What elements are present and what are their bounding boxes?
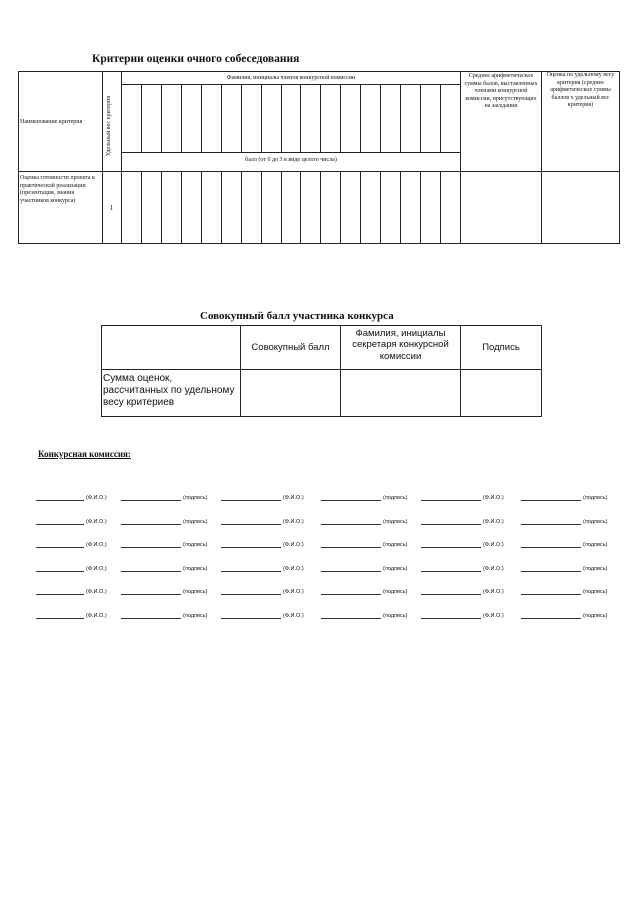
fio-label: (Ф.И.О.) — [483, 565, 504, 572]
signature-label: (подпись) — [583, 518, 608, 525]
signature-label: (подпись) — [583, 565, 608, 572]
member-cell-line — [320, 171, 321, 243]
fio-line[interactable] — [221, 500, 281, 501]
signature-label: (подпись) — [383, 565, 408, 572]
member-column-line — [340, 84, 341, 152]
signature-line[interactable] — [521, 500, 581, 501]
member-cell-line — [221, 171, 222, 243]
signature-line[interactable] — [521, 571, 581, 572]
member-column-line — [221, 84, 222, 152]
member-column-line — [201, 84, 202, 152]
signature-label: (подпись) — [183, 495, 208, 501]
fio-line[interactable] — [421, 618, 481, 619]
criterion-weight: 1 — [109, 204, 114, 212]
member-cell-line — [141, 171, 142, 243]
fio-line[interactable] — [421, 594, 481, 595]
member-column-line — [380, 84, 381, 152]
fio-line[interactable] — [221, 571, 281, 572]
member-cell-line — [241, 171, 242, 243]
fio-line[interactable] — [221, 524, 281, 525]
commission-title: Конкурсная комиссия: — [38, 449, 131, 459]
member-cell-line — [340, 171, 341, 243]
fio-label: (Ф.И.О.) — [86, 518, 107, 525]
col-members-header: Фамилия, инициалы членов конкурсной комиссии — [226, 75, 356, 81]
fio-line[interactable] — [221, 618, 281, 619]
fio-line[interactable] — [221, 547, 281, 548]
fio-line[interactable] — [421, 571, 481, 572]
signature-label: (подпись) — [183, 589, 208, 595]
signature-label: (подпись) — [383, 612, 408, 619]
signature-line[interactable] — [121, 571, 181, 572]
signature-label: (подпись) — [183, 518, 208, 525]
fio-line[interactable] — [36, 547, 84, 548]
fio-line[interactable] — [36, 594, 84, 595]
signature-line[interactable] — [121, 594, 181, 595]
member-cell-line — [400, 171, 401, 243]
member-column-line — [281, 84, 282, 152]
member-column-line — [360, 84, 361, 152]
signature-label: (подпись) — [383, 518, 408, 525]
col-total-header: Совокупный балл — [251, 342, 330, 353]
member-column-line — [261, 84, 262, 152]
fio-label: (Ф.И.О.) — [283, 518, 304, 525]
signature-label: (подпись) — [183, 542, 208, 548]
member-column-line — [320, 84, 321, 152]
col-average-header: Среднее арифметическое суммы балов, выставленных членами конкурсной комиссии, присутствующих на заседании — [464, 73, 538, 109]
fio-label: (Ф.И.О.) — [283, 542, 304, 548]
fio-label: (Ф.И.О.) — [86, 589, 107, 595]
signature-label: (подпись) — [183, 565, 208, 572]
signature-label: (подпись) — [183, 612, 208, 619]
member-column-line — [440, 84, 441, 152]
signature-line[interactable] — [121, 547, 181, 548]
member-cell-line — [181, 171, 182, 243]
signature-label: (подпись) — [583, 612, 608, 619]
table1-title: Критерии оценки очного собеседования — [92, 53, 300, 65]
fio-line[interactable] — [421, 547, 481, 548]
member-cell-line — [360, 171, 361, 243]
member-cell-line — [420, 171, 421, 243]
fio-line[interactable] — [221, 594, 281, 595]
fio-label: (Ф.И.О.) — [86, 542, 107, 548]
signature-line[interactable] — [521, 618, 581, 619]
member-column-line — [161, 84, 162, 152]
member-cell-line — [281, 171, 282, 243]
fio-label: (Ф.И.О.) — [86, 565, 107, 572]
member-column-line — [420, 84, 421, 152]
fio-label: (Ф.И.О.) — [283, 589, 304, 595]
member-column-line — [181, 84, 182, 152]
signature-line[interactable] — [121, 524, 181, 525]
fio-line[interactable] — [36, 618, 84, 619]
fio-label: (Ф.И.О.) — [483, 518, 504, 525]
fio-line[interactable] — [36, 571, 84, 572]
fio-label: (Ф.И.О.) — [86, 495, 107, 501]
fio-label: (Ф.И.О.) — [283, 565, 304, 572]
member-cell-line — [161, 171, 162, 243]
member-column-line — [141, 84, 142, 152]
fio-line[interactable] — [36, 500, 84, 501]
signature-line[interactable] — [521, 547, 581, 548]
fio-line[interactable] — [421, 500, 481, 501]
signature-label: (подпись) — [383, 495, 408, 501]
signature-line[interactable] — [521, 594, 581, 595]
col-weight-header: Удельный вес критерия — [106, 96, 112, 156]
col-score-hint: балл (от 0 до 3 в виде целого числа) — [245, 157, 337, 163]
member-cell-line — [201, 171, 202, 243]
col-criteria-header: Наименование критерия — [20, 119, 83, 125]
fio-label: (Ф.И.О.) — [483, 612, 504, 619]
member-column-line — [241, 84, 242, 152]
signature-label: (подпись) — [583, 589, 608, 595]
signature-line[interactable] — [321, 524, 381, 525]
criterion-name: Оценка готовности проекта к практической реализации (презентация, знания участников конкурса) — [20, 175, 95, 204]
fio-label: (Ф.И.О.) — [483, 495, 504, 501]
fio-label: (Ф.И.О.) — [483, 589, 504, 595]
signature-line[interactable] — [321, 500, 381, 501]
col-weighted-header: Оценка по удельному весу критерия (среднее арифметическое суммы баллов х удельный вес критерия) — [546, 72, 615, 108]
signature-line[interactable] — [521, 524, 581, 525]
member-column-line — [400, 84, 401, 152]
fio-line[interactable] — [36, 524, 84, 525]
signature-line[interactable] — [321, 594, 381, 595]
table2-title: Совокупный балл участника конкурса — [200, 310, 394, 322]
member-cell-line — [300, 171, 301, 243]
signature-label: (подпись) — [583, 495, 608, 501]
signature-line[interactable] — [321, 571, 381, 572]
col-secretary-header: Фамилия, инициалы секретаря конкурсной комиссии — [352, 328, 449, 362]
signature-line[interactable] — [321, 547, 381, 548]
member-column-line — [300, 84, 301, 152]
signature-line[interactable] — [121, 500, 181, 501]
fio-label: (Ф.И.О.) — [283, 495, 304, 501]
fio-label: (Ф.И.О.) — [483, 542, 504, 548]
signature-line[interactable] — [121, 618, 181, 619]
fio-label: (Ф.И.О.) — [283, 612, 304, 619]
fio-label: (Ф.И.О.) — [86, 612, 107, 619]
member-cell-line — [380, 171, 381, 243]
member-cell-line — [440, 171, 441, 243]
row-sum-label: Сумма оценок, рассчитанных по удельному весу критериев — [103, 373, 235, 408]
signature-line[interactable] — [321, 618, 381, 619]
signature-label: (подпись) — [583, 542, 608, 548]
signature-label: (подпись) — [383, 542, 408, 548]
fio-line[interactable] — [421, 524, 481, 525]
member-cell-line — [261, 171, 262, 243]
col-signature-header: Подпись — [482, 342, 520, 353]
signature-label: (подпись) — [383, 589, 408, 595]
